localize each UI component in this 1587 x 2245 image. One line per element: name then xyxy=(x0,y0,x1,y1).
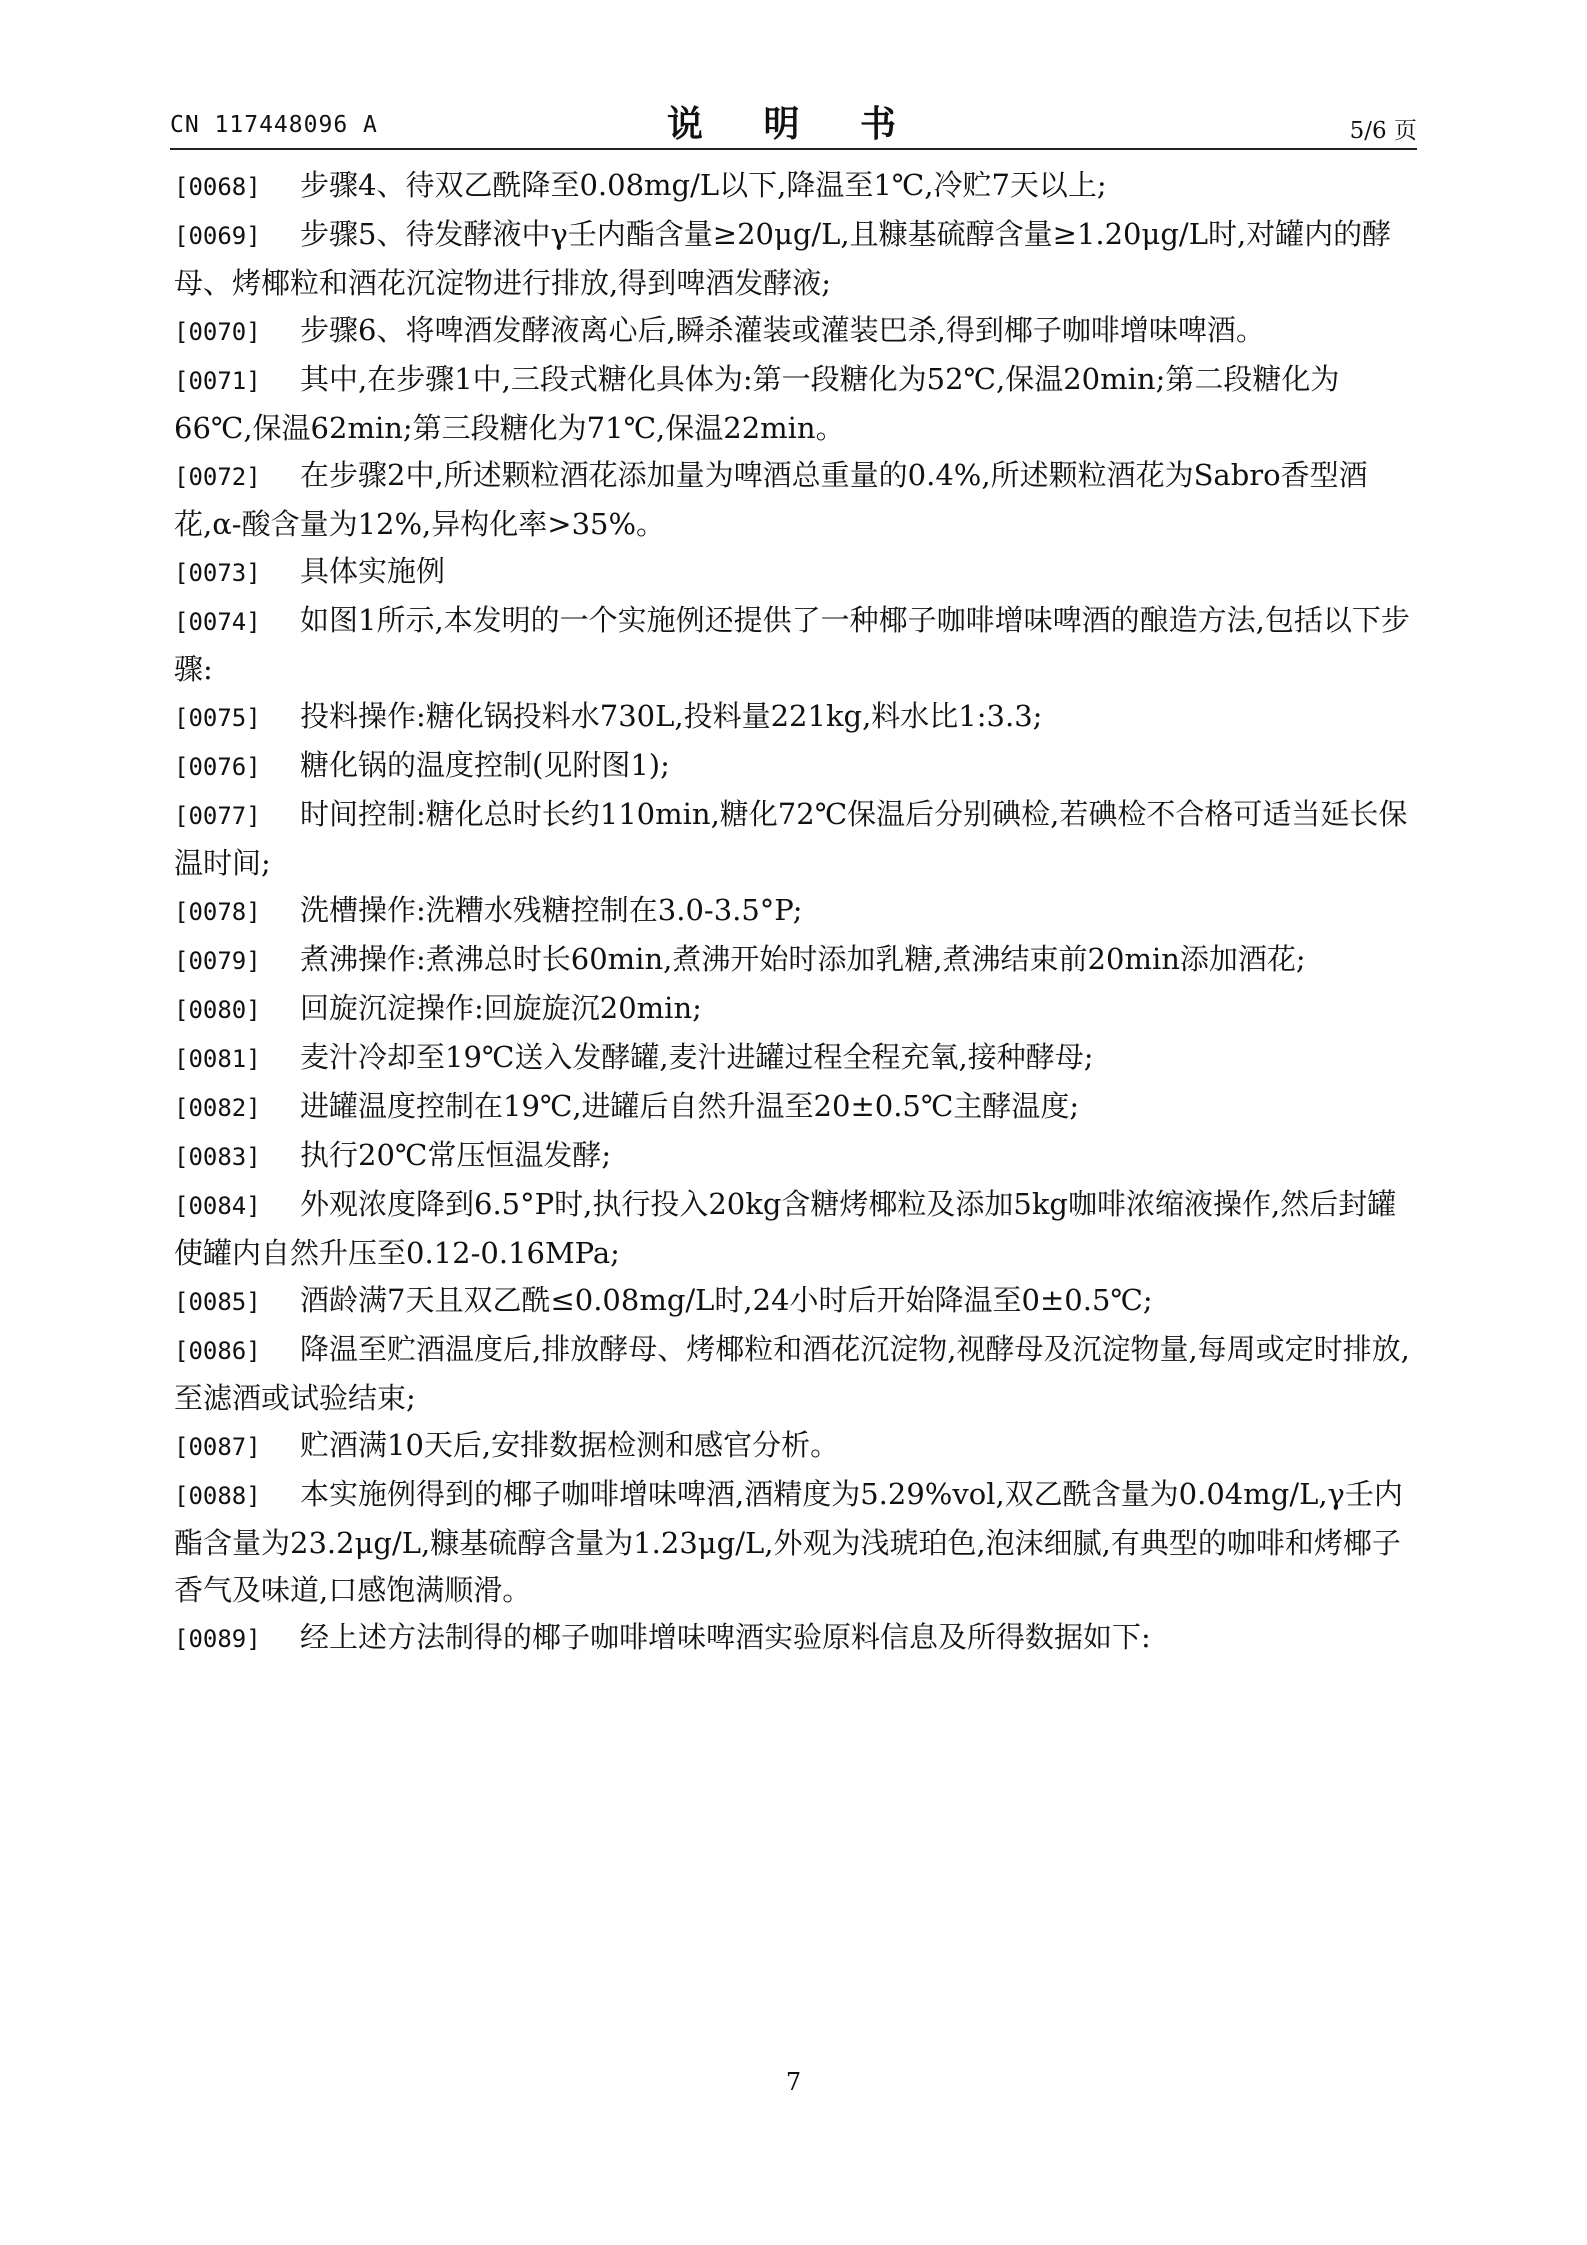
paragraph-text: 具体实施例 xyxy=(300,554,446,588)
header-divider xyxy=(170,148,1417,150)
paragraph-text: 执行20℃常压恒温发酵; xyxy=(300,1138,612,1172)
paragraph-number: [0078] xyxy=(174,898,261,926)
paragraph-number: [0070] xyxy=(174,318,261,346)
paragraph-number: [0086] xyxy=(174,1337,261,1365)
paragraph-text: 进罐温度控制在19℃,进罐后自然升温至20±0.5℃主酵温度; xyxy=(300,1089,1080,1123)
paragraph-number: [0084] xyxy=(174,1192,261,1220)
document-body xyxy=(174,162,1414,1663)
paragraph-text: 贮酒满10天后,安排数据检测和感官分析。 xyxy=(300,1428,840,1462)
paragraph-number: [0074] xyxy=(174,608,261,636)
paragraph-number: [0082] xyxy=(174,1094,261,1122)
paragraph-0070 xyxy=(174,307,1414,356)
paragraph-0074 xyxy=(174,597,1414,693)
paragraph-text: 步骤5、待发酵液中γ壬内酯含量≥20μg/L,且糠基硫醇含量≥1.20μg/L时,对罐内的酵母、烤椰粒和酒花沉淀物进行排放,得到啤酒发酵液; xyxy=(174,217,1392,300)
paragraph-text: 时间控制:糖化总时长约110min,糖化72℃保温后分别碘检,若碘检不合格可适当延长保温时间; xyxy=(174,797,1408,880)
paragraph-number: [0079] xyxy=(174,947,261,975)
paragraph-number: [0077] xyxy=(174,802,261,830)
paragraph-number: [0088] xyxy=(174,1482,261,1510)
paragraph-number: [0081] xyxy=(174,1045,261,1073)
paragraph-text: 经上述方法制得的椰子咖啡增味啤酒实验原料信息及所得数据如下: xyxy=(300,1620,1151,1654)
paragraph-number: [0072] xyxy=(174,463,261,491)
paragraph-text: 回旋沉淀操作:回旋旋沉20min; xyxy=(300,991,702,1025)
paragraph-number: [0080] xyxy=(174,996,261,1024)
paragraph-0079 xyxy=(174,936,1414,985)
paragraph-text: 煮沸操作:煮沸总时长60min,煮沸开始时添加乳糖,煮沸结束前20min添加酒花; xyxy=(300,942,1306,976)
paragraph-0073 xyxy=(174,548,1414,597)
paragraph-0072 xyxy=(174,452,1414,548)
paragraph-number: [0073] xyxy=(174,559,261,587)
paragraph-number: [0075] xyxy=(174,704,261,732)
paragraph-0085 xyxy=(174,1277,1414,1326)
paragraph-text: 洗槽操作:洗糟水残糖控制在3.0-3.5°P; xyxy=(300,893,803,927)
paragraph-0088 xyxy=(174,1471,1414,1614)
paragraph-number: [0069] xyxy=(174,222,261,250)
paragraph-number: [0089] xyxy=(174,1625,261,1653)
footer-page-number: 7 xyxy=(785,2068,802,2096)
paragraph-number: [0071] xyxy=(174,367,261,395)
paragraph-text: 麦汁冷却至19℃送入发酵罐,麦汁进罐过程全程充氧,接种酵母; xyxy=(300,1040,1094,1074)
paragraph-text: 酒龄满7天且双乙酰≤0.08mg/L时,24小时后开始降温至0±0.5℃; xyxy=(300,1283,1153,1317)
paragraph-0081 xyxy=(174,1034,1414,1083)
paragraph-number: [0085] xyxy=(174,1288,261,1316)
paragraph-0075 xyxy=(174,693,1414,742)
page-label: 5/6 页 xyxy=(1349,118,1417,144)
paragraph-text: 如图1所示,本发明的一个实施例还提供了一种椰子咖啡增味啤酒的酿造方法,包括以下步骤: xyxy=(174,603,1410,686)
paragraph-0069 xyxy=(174,211,1414,307)
paragraph-text: 降温至贮酒温度后,排放酵母、烤椰粒和酒花沉淀物,视酵母及沉淀物量,每周或定时排放,至滤酒或试验结束; xyxy=(174,1332,1410,1415)
paragraph-0084 xyxy=(174,1181,1414,1277)
paragraph-text: 步骤6、将啤酒发酵液离心后,瞬杀灌装或灌装巴杀,得到椰子咖啡增味啤酒。 xyxy=(300,313,1265,347)
page-header xyxy=(170,96,1417,144)
paragraph-0076 xyxy=(174,742,1414,791)
paragraph-0083 xyxy=(174,1132,1414,1181)
paragraph-0077 xyxy=(174,791,1414,887)
paragraph-0082 xyxy=(174,1083,1414,1132)
paragraph-0087 xyxy=(174,1422,1414,1471)
paragraph-text: 在步骤2中,所述颗粒酒花添加量为啤酒总重量的0.4%,所述颗粒酒花为Sabro香型酒花,α-酸含量为12%,异构化率>35%。 xyxy=(174,458,1368,541)
publication-number: CN 117448096 A xyxy=(170,112,378,138)
paragraph-0080 xyxy=(174,985,1414,1034)
document-title: 说 明 书 xyxy=(666,104,921,145)
paragraph-number: [0083] xyxy=(174,1143,261,1171)
paragraph-0068 xyxy=(174,162,1414,211)
paragraph-number: [0076] xyxy=(174,753,261,781)
paragraph-0071 xyxy=(174,356,1414,452)
paragraph-text: 外观浓度降到6.5°P时,执行投入20kg含糖烤椰粒及添加5kg咖啡浓缩液操作,然后封罐使罐内自然升压至0.12-0.16MPa; xyxy=(174,1187,1397,1270)
paragraph-text: 其中,在步骤1中,三段式糖化具体为:第一段糖化为52℃,保温20min;第二段糖化为66℃,保温62min;第三段糖化为71℃,保温22min。 xyxy=(174,362,1340,445)
paragraph-0089 xyxy=(174,1614,1414,1663)
paragraph-0086 xyxy=(174,1326,1414,1422)
paragraph-number: [0068] xyxy=(174,173,261,201)
paragraph-text: 投料操作:糖化锅投料水730L,投料量221kg,料水比1:3.3; xyxy=(300,699,1043,733)
paragraph-text: 本实施例得到的椰子咖啡增味啤酒,酒精度为5.29%vol,双乙酰含量为0.04mg/L,γ壬内酯含量为23.2μg/L,糠基硫醇含量为1.23μg/L,外观为浅琥珀色,泡沫细腻,有典型的咖啡和烤椰子香气及味道,口感饱满顺滑。 xyxy=(174,1477,1403,1607)
paragraph-text: 步骤4、待双乙酰降至0.08mg/L以下,降温至1℃,冷贮7天以上; xyxy=(300,168,1107,202)
paragraph-0078 xyxy=(174,887,1414,936)
paragraph-text: 糖化锅的温度控制(见附图1); xyxy=(300,748,670,782)
paragraph-number: [0087] xyxy=(174,1433,261,1461)
